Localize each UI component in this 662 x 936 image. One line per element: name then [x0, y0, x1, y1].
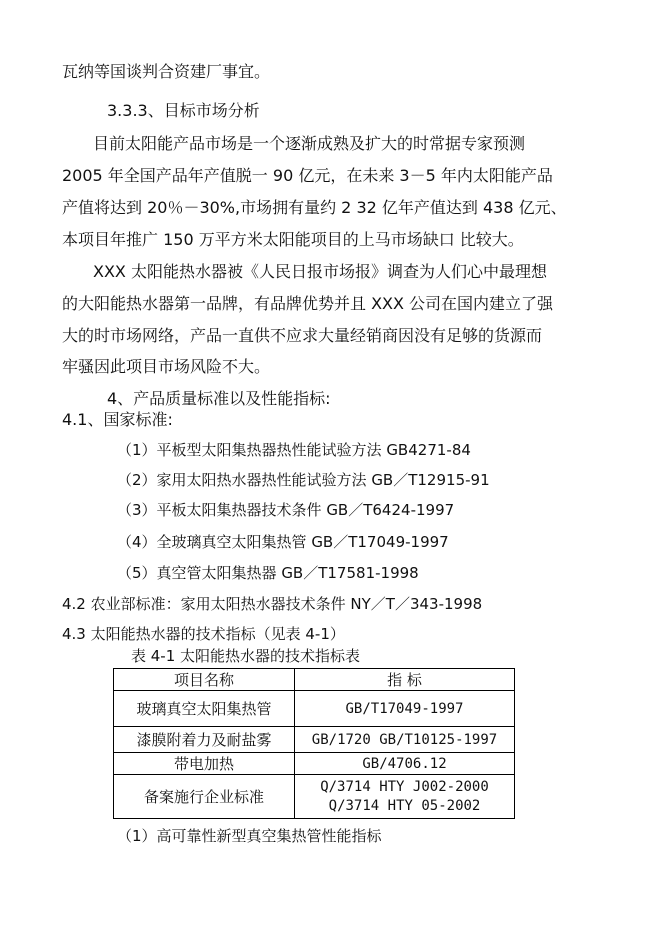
table-row — [114, 691, 515, 727]
spec-table — [113, 668, 515, 819]
standard-item-5: （5）真空管太阳集热器 GB／T17581-1998 — [117, 564, 419, 582]
paragraph-1-line-3: 产值将达到 20％－30%,市场拥有量约 2 32 亿年产值达到 438 亿元、 — [62, 198, 567, 217]
text-line: 瓦纳等国谈判合资建厂事宜。 — [62, 62, 271, 81]
subsection-heading-1: （1）高可靠性新型真空集热管性能指标 — [117, 827, 382, 845]
section-heading-4-3: 4.3 太阳能热水器的技术指标（见表 4-1） — [62, 625, 345, 643]
standard-item-4: （4）全玻璃真空太阳集热管 GB／T17049-1997 — [117, 533, 449, 551]
section-heading-4: 4、产品质量标准以及性能指标: — [107, 389, 331, 408]
row-value-cell: GB/4706.12 — [295, 753, 515, 775]
paragraph-1-line-4: 本项目年推广 150 万平方米太阳能项目的上马市场缺口 比较大。 — [62, 230, 524, 249]
paragraph-1-line-1: 目前太阳能产品市场是一个逐渐成熟及扩大的时常据专家预测 — [93, 134, 526, 153]
table-row — [114, 753, 515, 775]
table-header-row — [114, 669, 515, 691]
section-heading-3-3-3: 3.3.3、目标市场分析 — [107, 101, 260, 120]
row-name-cell: 玻璃真空太阳集热管 — [114, 691, 295, 727]
table-caption: 表 4-1 太阳能热水器的技术指标表 — [131, 647, 361, 665]
paragraph-2-line-1: XXX 太阳能热水器被《人民日报市场报》调查为人们心中最理想 — [93, 262, 547, 281]
row-value-cell: GB/1720 GB/T10125-1997 — [295, 727, 515, 753]
paragraph-1-line-2: 2005 年全国产品年产值脱一 90 亿元，在未来 3－5 年内太阳能产品 — [62, 166, 553, 185]
row-name-cell: 备案施行企业标准 — [114, 775, 295, 819]
paragraph-2-line-3: 大的时市场网络，产品一直供不应求大量经销商因没有足够的货源而 — [62, 326, 543, 345]
paragraph-2-line-4: 牢骚因此项目市场风险不大。 — [62, 357, 271, 376]
section-heading-4-2: 4.2 农业部标准：家用太阳热水器技术条件 NY／T／343-1998 — [62, 595, 483, 613]
paragraph-2-line-2: 的大阳能热水器第一品牌，有品牌优势并且 XXX 公司在国内建立了强 — [62, 294, 554, 313]
row-value-line-1: Q/3714 HTY J002-2000 — [320, 778, 489, 795]
table-row — [114, 775, 515, 819]
row-name-cell: 漆膜附着力及耐盐雾 — [114, 727, 295, 753]
table-row — [114, 727, 515, 753]
row-name-cell: 带电加热 — [114, 753, 295, 775]
row-value-cell — [295, 775, 515, 819]
row-value-cell: GB/T17049-1997 — [295, 691, 515, 727]
standard-item-1: （1）平板型太阳集热器热性能试验方法 GB4271-84 — [117, 441, 471, 459]
header-cell-item: 项目名称 — [114, 669, 295, 691]
header-cell-value: 指 标 — [295, 669, 515, 691]
standard-item-2: （2）家用太阳热水器热性能试验方法 GB／T12915-91 — [117, 471, 490, 489]
standard-item-3: （3）平板太阳集热器技术条件 GB／T6424-1997 — [117, 501, 455, 519]
section-heading-4-1: 4.1、国家标准: — [62, 410, 173, 429]
row-value-line-2: Q/3714 HTY 05-2002 — [328, 797, 481, 814]
